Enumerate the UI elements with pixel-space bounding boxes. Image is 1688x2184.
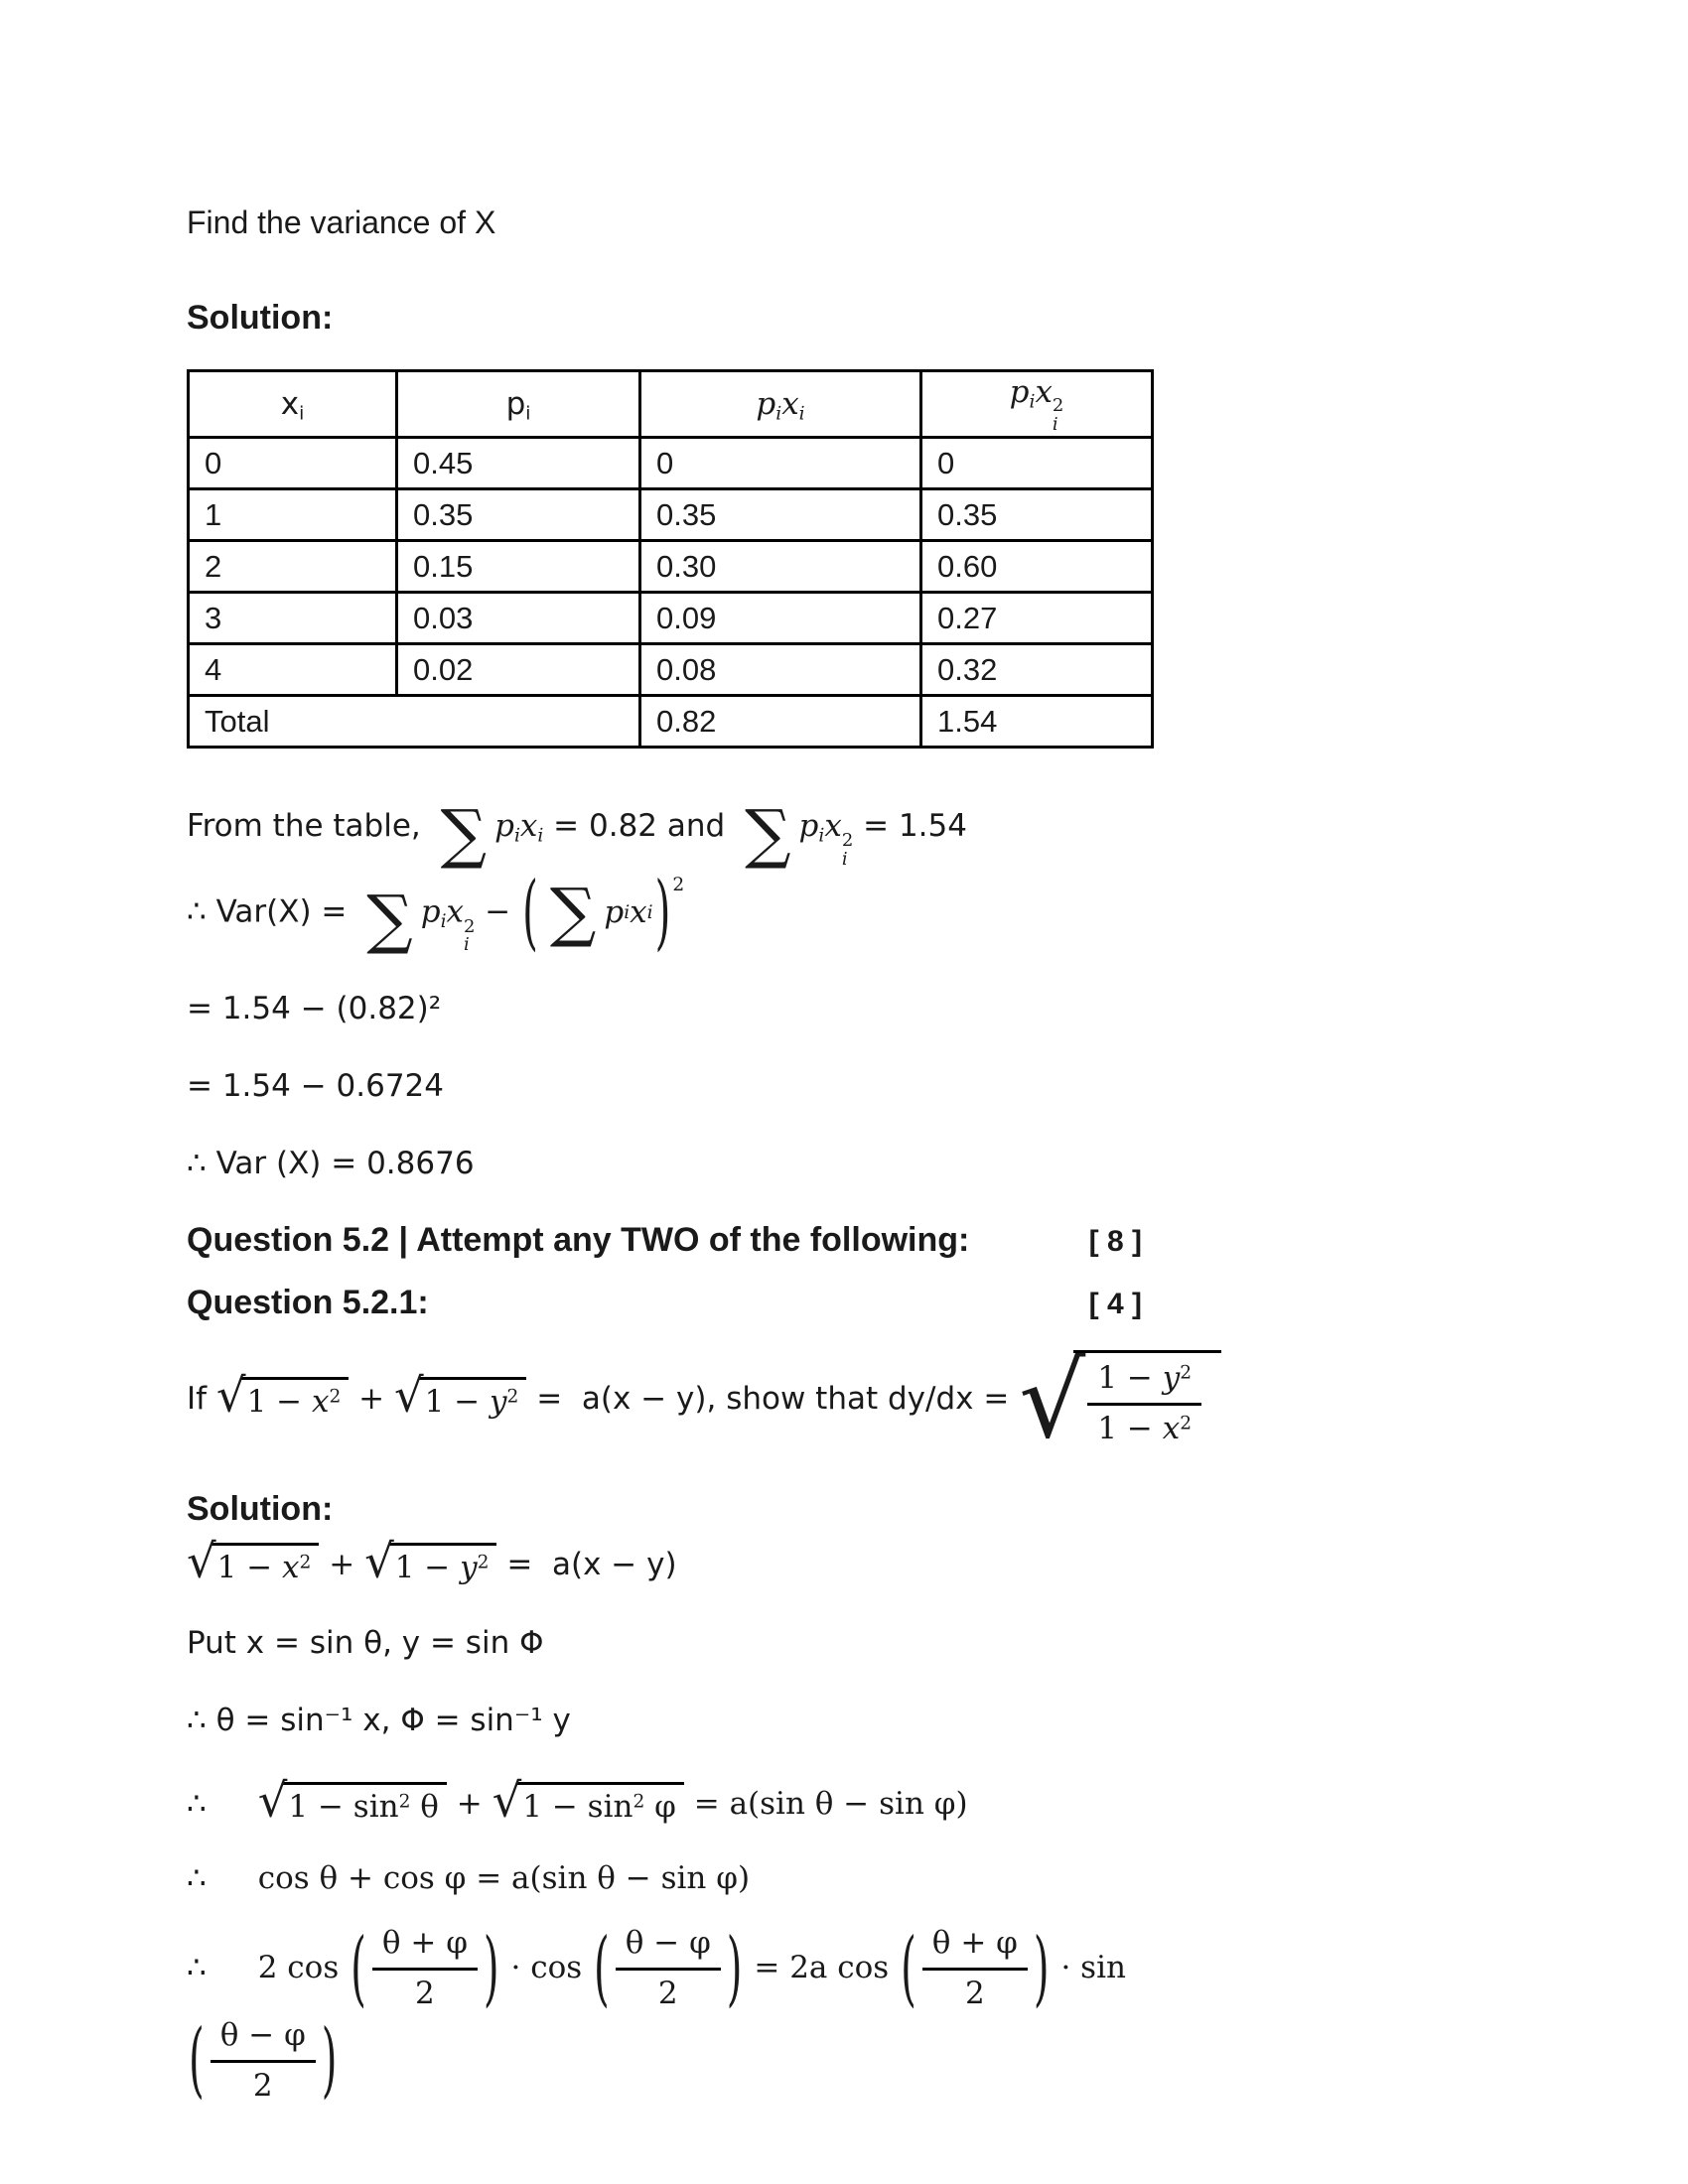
inverse-sin-line: ∴ θ = sin⁻¹ x, Φ = sin⁻¹ y bbox=[187, 1702, 571, 1738]
table-cell: 0.32 bbox=[921, 644, 1153, 696]
table-header-cell bbox=[640, 371, 921, 438]
math-it: p bbox=[756, 386, 776, 423]
table-cell: 0.35 bbox=[397, 489, 640, 541]
math-it: x bbox=[781, 386, 799, 423]
table-cell: 2 bbox=[189, 541, 397, 593]
math-txt: · sin bbox=[1051, 1950, 1136, 1986]
table-cell: 0.15 bbox=[397, 541, 640, 593]
math-paren: ( $\frac{\theta - \varphi}{2}$ ) bbox=[594, 1920, 743, 2016]
math-sup: 2 bbox=[398, 1791, 411, 1813]
table-cell: 4 bbox=[189, 644, 397, 696]
math-txt: 2 bbox=[252, 2067, 273, 2104]
table-cell: 1.54 bbox=[921, 696, 1153, 748]
table-cell: 0.03 bbox=[397, 593, 640, 644]
math-ss: 2 i bbox=[464, 915, 476, 956]
math-it: y bbox=[1162, 1360, 1181, 1397]
math-txt: 2 cos bbox=[257, 1950, 350, 1986]
math-frac bbox=[372, 1923, 478, 2015]
math-sup: 2 bbox=[329, 1386, 342, 1408]
math-sup: 2 bbox=[672, 875, 685, 896]
table-header-cell bbox=[921, 371, 1153, 438]
given-equation bbox=[187, 1534, 1279, 1589]
math-sigma: ∑ bbox=[745, 796, 791, 872]
math-sub: i bbox=[798, 403, 805, 425]
math-it: p bbox=[604, 894, 625, 931]
math-sup: 2 bbox=[506, 1386, 519, 1408]
math-it: p bbox=[420, 893, 441, 930]
table-cell: 0.27 bbox=[921, 593, 1153, 644]
derivation-step-2 bbox=[187, 1858, 1279, 1900]
math-paren: ( $\frac{\theta - \varphi}{2}$ ) bbox=[189, 2011, 338, 2109]
math-it: x bbox=[630, 894, 647, 931]
math-txt: 1 − bbox=[424, 1384, 491, 1421]
question-5-2-marks: [ 8 ] bbox=[1088, 1224, 1142, 1258]
math-frac bbox=[211, 2015, 316, 2108]
table-cell: 0.45 bbox=[397, 438, 640, 489]
question-5-2-1-heading: Question 5.2.1: bbox=[187, 1283, 429, 1321]
table-cell: 0.35 bbox=[921, 489, 1153, 541]
variance-formula bbox=[187, 864, 1279, 960]
math-sup: 2 bbox=[477, 1552, 490, 1573]
math-sqrt: √ $1 - \sin^2 \varphi$ bbox=[492, 1782, 684, 1829]
math-sub: i bbox=[299, 403, 305, 425]
math-txt: − bbox=[475, 893, 521, 930]
math-sqrt: √ $1 - x^2$ bbox=[216, 1377, 349, 1424]
table-cell: Total bbox=[189, 696, 640, 748]
math-txt: 1 − sin bbox=[522, 1788, 633, 1825]
question-text: Find the variance of X bbox=[187, 205, 496, 240]
math-txt: = 2a cos bbox=[744, 1950, 900, 1986]
question-5-2-heading: Question 5.2 | Attempt any TWO of the following: bbox=[187, 1220, 970, 1259]
math-sub: i bbox=[525, 403, 531, 425]
math-txt: θ − φ bbox=[219, 2017, 306, 2054]
table-row bbox=[189, 489, 1153, 541]
math-ss: 2 i bbox=[1052, 395, 1064, 436]
math-txt: · cos bbox=[500, 1950, 592, 1986]
table-row bbox=[189, 438, 1153, 489]
math-frac bbox=[922, 1923, 1028, 2015]
math-paren: ( ∑ p i x i ) bbox=[522, 864, 671, 960]
math-sqrt: √ $1 - x^2$ bbox=[187, 1543, 319, 1589]
table-cell: 0 bbox=[189, 438, 397, 489]
math-txt: + bbox=[349, 1380, 394, 1417]
table-total-row bbox=[189, 696, 1153, 748]
derivation-step-3 bbox=[187, 1920, 1279, 2109]
table-header-cell bbox=[189, 371, 397, 438]
math-paren: ( $\frac{\theta + \varphi}{2}$ ) bbox=[351, 1920, 499, 2016]
table-cell: 0.30 bbox=[640, 541, 921, 593]
math-sqrt: √ $1 - y^2$ bbox=[364, 1543, 496, 1589]
math-it: p bbox=[1009, 373, 1030, 410]
math-it: x bbox=[282, 1550, 300, 1586]
math-it: p bbox=[798, 808, 819, 845]
math-it: y bbox=[490, 1384, 507, 1421]
question-5-2-row bbox=[187, 1221, 1142, 1260]
math-txt: 1 − bbox=[246, 1384, 312, 1421]
math-txt: 2 bbox=[964, 1976, 985, 2012]
table-cell: 0.35 bbox=[640, 489, 921, 541]
table-header-row bbox=[189, 371, 1153, 438]
probability-table bbox=[187, 369, 1154, 749]
math-sans: p bbox=[505, 386, 526, 423]
math-sub: i bbox=[440, 911, 447, 933]
math-txt: ∴ bbox=[187, 1859, 207, 1896]
table-cell: 0 bbox=[640, 438, 921, 489]
math-sans: ∴ Var(X) = bbox=[187, 893, 357, 930]
variance-step-2: = 1.54 − 0.6724 bbox=[187, 1068, 445, 1105]
math-txt: 1 − bbox=[216, 1550, 283, 1586]
math-sub: i bbox=[818, 825, 825, 847]
table-row bbox=[189, 541, 1153, 593]
math-sqrt: √ $1 - y^2$ bbox=[394, 1377, 526, 1424]
table-cell: 0.02 bbox=[397, 644, 640, 696]
table-row bbox=[189, 593, 1153, 644]
math-sqrt: √ $\frac{1 - y^2}{1 - x^2}$ bbox=[1019, 1348, 1221, 1452]
math-paren: ( $\frac{\theta + \varphi}{2}$ ) bbox=[901, 1920, 1050, 2016]
problem-statement-formula bbox=[187, 1338, 1279, 1461]
math-txt: + bbox=[319, 1547, 365, 1583]
question-5-2-1-marks: [ 4 ] bbox=[1088, 1287, 1142, 1320]
math-it: x bbox=[824, 808, 842, 845]
math-sans: From the table, bbox=[187, 808, 431, 845]
math-txt: θ + φ bbox=[931, 1925, 1018, 1962]
math-it: x bbox=[311, 1384, 330, 1421]
table-header-cell bbox=[397, 371, 640, 438]
math-txt: θ + φ bbox=[381, 1925, 468, 1962]
math-sub: i bbox=[1029, 391, 1036, 413]
substitution-line: Put x = sin θ, y = sin Φ bbox=[187, 1625, 544, 1662]
solution-heading: Solution: bbox=[187, 299, 334, 338]
variance-step-1: = 1.54 − (0.82)² bbox=[187, 991, 442, 1027]
math-it: x bbox=[519, 808, 538, 845]
math-sans: = 1.54 bbox=[853, 808, 967, 845]
math-txt: = a(sin θ − sin φ) bbox=[683, 1785, 968, 1822]
table-cell: 0.09 bbox=[640, 593, 921, 644]
math-sup: 2 bbox=[299, 1552, 312, 1573]
table-cell: 1 bbox=[189, 489, 397, 541]
math-sans: = a(x − y) bbox=[496, 1547, 677, 1583]
math-txt: 1 − bbox=[1097, 1360, 1163, 1397]
table-cell: 3 bbox=[189, 593, 397, 644]
solution-heading-2: Solution: bbox=[187, 1490, 334, 1529]
derivation-step-1 bbox=[187, 1773, 1279, 1829]
math-sup: 2 bbox=[1180, 1413, 1193, 1434]
math-it: y bbox=[460, 1550, 478, 1586]
math-sans: = 0.82 and bbox=[543, 808, 736, 845]
math-it: x bbox=[446, 893, 464, 930]
table-cell: 0.60 bbox=[921, 541, 1153, 593]
math-sigma: ∑ bbox=[366, 883, 413, 958]
variance-result: ∴ Var (X) = 0.8676 bbox=[187, 1145, 475, 1181]
sum-values-line bbox=[187, 796, 1279, 872]
math-sans: = a(x − y), show that dy/dx = bbox=[526, 1380, 1020, 1417]
math-txt: 2 bbox=[657, 1976, 678, 2012]
math-txt: φ bbox=[644, 1788, 676, 1825]
math-txt: 1 − sin bbox=[288, 1788, 399, 1825]
math-sup: 2 bbox=[633, 1791, 645, 1813]
math-sub: i bbox=[537, 825, 544, 847]
math-txt: ∴ bbox=[187, 1785, 207, 1822]
math-sub: i bbox=[513, 825, 520, 847]
table-cell: 0.82 bbox=[640, 696, 921, 748]
math-ss: 2 i bbox=[841, 830, 854, 871]
math-txt: θ bbox=[410, 1788, 439, 1825]
math-txt: ∴ bbox=[187, 1950, 207, 1986]
math-it: x bbox=[1035, 373, 1053, 410]
math-txt: cos θ + cos φ = a(sin θ − sin φ) bbox=[257, 1859, 751, 1896]
math-txt: + bbox=[446, 1785, 492, 1822]
math-txt: 2 bbox=[415, 1976, 435, 2012]
math-frac bbox=[1087, 1358, 1201, 1450]
math-sigma: ∑ bbox=[440, 796, 488, 872]
math-it: p bbox=[494, 808, 514, 845]
math-txt: 1 − bbox=[394, 1550, 461, 1586]
math-sans: If bbox=[187, 1380, 216, 1417]
table-cell: 0 bbox=[921, 438, 1153, 489]
math-frac bbox=[616, 1923, 721, 2015]
question-5-2-1-row bbox=[187, 1284, 1142, 1322]
table-row bbox=[189, 644, 1153, 696]
math-sup: 2 bbox=[1180, 1362, 1193, 1384]
math-it: x bbox=[1162, 1410, 1181, 1446]
math-sans: x bbox=[280, 386, 300, 423]
math-sqrt: √ $1 - \sin^2 \theta$ bbox=[258, 1782, 447, 1829]
math-sub: i bbox=[775, 403, 782, 425]
table-cell: 0.08 bbox=[640, 644, 921, 696]
math-txt: 1 − bbox=[1097, 1410, 1163, 1446]
math-txt: θ − φ bbox=[625, 1925, 711, 1962]
